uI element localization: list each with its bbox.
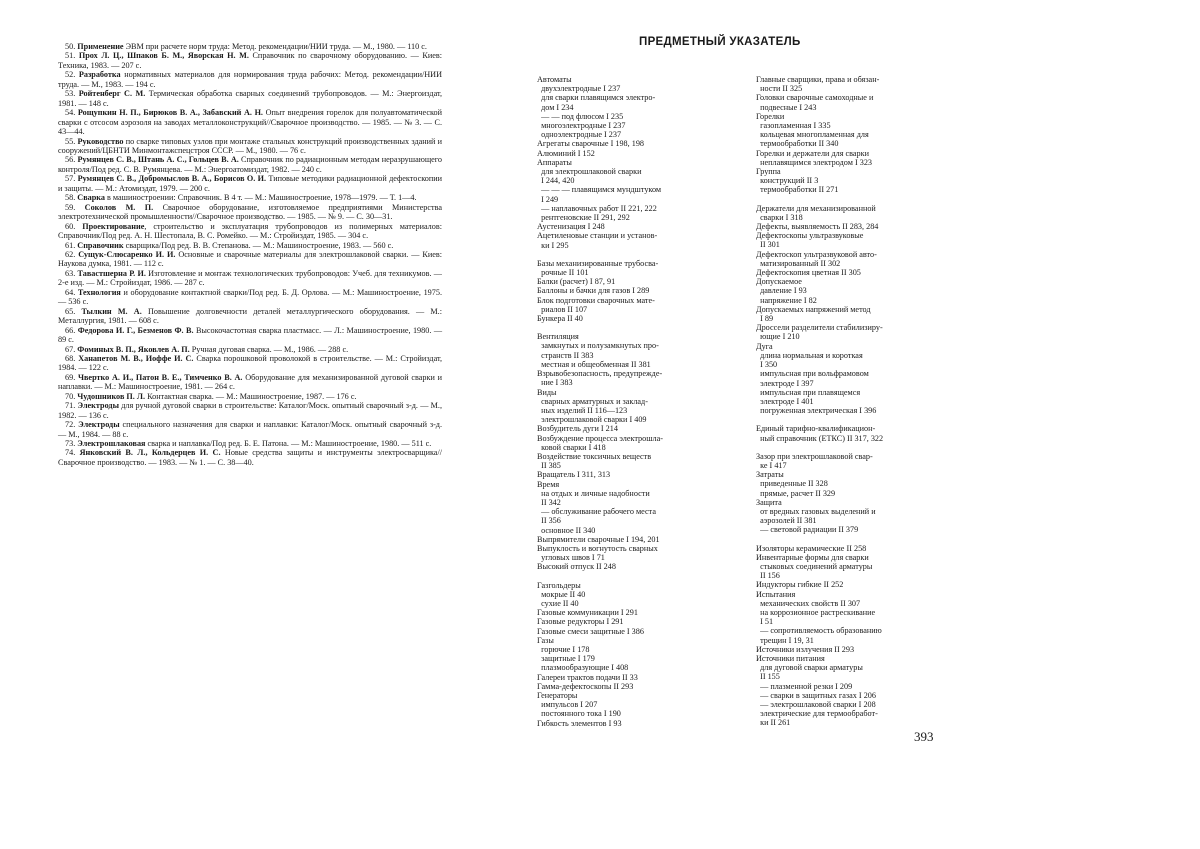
reference-text: , строительство и эксплуатация трубопроводов из полимерных материалов: Справочник/Под ред. А. Н. Шестопала, В. С. Ромейко. — М.: Стройиздат, 1985. — 304 с.	[58, 221, 443, 241]
index-column-1	[537, 75, 719, 728]
index-line: напряжение I 82	[756, 295, 817, 305]
index-line: Испытания	[756, 589, 796, 599]
reference-entry	[58, 354, 442, 373]
index-line: Балки (расчет) I 87, 91	[537, 277, 616, 287]
index-line: термообработки II 340	[756, 139, 839, 149]
index-line: Базы механизированные трубосва-	[537, 258, 659, 268]
reference-number: 73.	[65, 439, 76, 449]
reference-entry	[58, 420, 442, 439]
index-spacer	[537, 572, 719, 581]
index-line: электроде I 401	[756, 396, 814, 406]
reference-author: Проектирование	[82, 221, 145, 231]
reference-text: Контактная сварка. — М.: Машиностроение, 1987. — 176 с.	[145, 391, 357, 401]
reference-author: Технология	[77, 287, 121, 297]
reference-entry	[58, 392, 442, 401]
index-line: ющие I 210	[756, 332, 800, 342]
index-line: странств II 383	[537, 350, 594, 360]
reference-text: для ручной дуговой сварки в строительстве: Каталог/Моск. опытный сварочный з-д. — М., 1982. — 136 с.	[58, 401, 443, 420]
reference-text: специального назначения для сварки и наплавки: Каталог/Моск. опытный сварочный з-д. — М., 1984. — 88 с.	[58, 420, 443, 439]
index-line: Держатели для механизированной	[756, 203, 876, 213]
reference-author: Руководство	[77, 136, 124, 146]
index-line: Источники питания	[756, 653, 825, 663]
index-line: Ацетиленовые станции и установ-	[537, 231, 658, 241]
index-line: горючие I 178	[537, 644, 590, 654]
reference-number: 53.	[65, 89, 76, 99]
index-line: Газовые редукторы I 291	[537, 617, 624, 627]
reference-number: 64.	[65, 287, 76, 297]
reference-entry	[58, 155, 442, 174]
reference-author: Электроды	[78, 420, 120, 430]
index-line: Дуга	[756, 341, 773, 351]
index-line: Газовые коммуникации I 291	[537, 608, 638, 618]
index-line: — электрошлаковой сварки I 208	[756, 700, 876, 709]
reference-author: Румянцев С. В., Добромыслов В. А., Борисов О. И.	[77, 174, 267, 184]
page-heading: ПРЕДМЕТНЫЙ УКАЗАТЕЛЬ	[639, 36, 801, 48]
index-line: для дуговой сварки арматуры	[756, 663, 863, 673]
index-line: сухие II 40	[537, 598, 579, 608]
reference-number: 63.	[65, 268, 76, 278]
reference-author: Применение	[77, 42, 124, 51]
reference-number: 62.	[65, 249, 76, 259]
index-line: Выпуклость и вогнутость сварных	[537, 543, 658, 553]
reference-number: 71.	[65, 401, 76, 411]
reference-number: 58.	[65, 193, 76, 203]
reference-author: Федорова И. Г., Безменов Ф. В.	[77, 325, 194, 335]
index-line: Защита	[756, 497, 782, 507]
index-line: Виды	[537, 387, 557, 397]
reference-author: Румянцев С. В., Штань А. С., Гольцев В. А.	[77, 155, 239, 165]
index-line: Газгольдеры	[537, 580, 581, 590]
index-line: импульсная при плавящемся	[756, 387, 861, 397]
index-spacer	[537, 323, 719, 332]
index-line: Время	[537, 479, 560, 489]
reference-text: ЭВМ при расчете норм труда: Метод. рекомендации/НИИ труда. — М., 1980. — 110 с.	[123, 42, 427, 51]
index-line: Дефекты, выявляемость II 283, 284	[756, 222, 879, 232]
index-line: II 156	[756, 571, 780, 581]
index-line: — — — плавящимся мундштуком	[537, 185, 662, 195]
index-line: неплавящимся электродом I 323	[756, 157, 873, 167]
reference-entry	[58, 42, 442, 51]
index-line: двухэлектродные I 237	[537, 84, 621, 94]
index-line: Группа	[756, 167, 781, 177]
reference-text: Оборудование для механизированной дуговой сварки и наплавки. — М.: Машиностроение, 1981. — 264 с.	[58, 372, 443, 392]
reference-text: сварка и наплавка/Под ред. Б. Е. Патона. — М.: Машиностроение, 1980. — 511 с.	[145, 439, 432, 449]
reference-text: по сварке типовых узлов при монтаже стальных конструкций производственных зданий и сооружений/ЦБНТИ Минмонтажспецстроя СССР. — М., 1980. — 76 с.	[58, 136, 442, 155]
index-line: термообработки II 271	[756, 185, 839, 195]
index-line: рентгеновские II 291, 292	[537, 213, 630, 223]
index-line: ки II 261	[756, 718, 791, 728]
index-line: I 244, 420	[537, 176, 575, 186]
index-line: погруженная электрическая I 396	[756, 406, 877, 416]
index-line: Аустенизация I 248	[537, 222, 605, 232]
reference-number: 65.	[65, 306, 76, 316]
index-line: угловых швов I 71	[537, 553, 605, 563]
index-line: — плазменной резки I 209	[756, 681, 853, 691]
index-line: Главные сварщики, права и обязан-	[756, 75, 880, 84]
reference-entry	[58, 241, 442, 250]
index-line: Алюминий I 152	[537, 148, 595, 158]
reference-number: 66.	[65, 325, 76, 335]
index-line: прямые, расчет II 329	[756, 488, 836, 498]
reference-entry	[58, 373, 442, 392]
reference-entry	[58, 326, 442, 345]
reference-entry	[58, 108, 442, 136]
index-line: ки I 295	[537, 240, 569, 250]
reference-entry	[58, 89, 442, 108]
index-line: ние I 383	[537, 378, 573, 388]
index-line: давление I 93	[756, 286, 807, 296]
index-line: Горелки и держатели для сварки	[756, 148, 869, 158]
index-line: I 89	[756, 314, 774, 324]
reference-entry	[58, 51, 442, 70]
index-line: I 350	[756, 360, 778, 370]
index-line: трещин I 19, 31	[756, 635, 814, 645]
index-line: сварных арматурных и заклад-	[537, 396, 648, 406]
index-line: II 301	[756, 240, 780, 250]
index-line: ности II 325	[756, 84, 803, 94]
index-line: подвесные I 243	[756, 102, 817, 112]
index-line: Возбудитель дуги I 214	[537, 424, 618, 434]
reference-author: Янковский В. Л., Кольдерцев И. С.	[79, 448, 221, 458]
reference-author: Рощупкин Н. П., Бирюков В. А., Забавский А. Н.	[77, 108, 263, 118]
reference-text: сварщика/Под ред. В. В. Степанова. — М.: Машиностроение, 1983. — 560 с.	[123, 240, 394, 250]
index-line: замкнутых и полузамкнутых про-	[537, 341, 659, 351]
index-line: Аппараты	[537, 157, 572, 167]
index-line: ных изделий II 116—123	[537, 405, 628, 415]
index-spacer	[756, 195, 938, 204]
reference-text: Ручная дуговая сварка. — М., 1986. — 288 с.	[189, 344, 349, 354]
reference-number: 52.	[65, 70, 76, 80]
index-line: Газовые смеси защитные I 386	[537, 626, 644, 636]
index-line: — световой радиации II 379	[756, 525, 859, 535]
index-line: Воздействие токсичных веществ	[537, 451, 652, 461]
index-line: — обслуживание рабочего места	[537, 507, 656, 517]
reference-number: 60.	[65, 221, 76, 231]
reference-entry	[58, 222, 442, 241]
index-line: Дефектоскопы ультразвуковые	[756, 231, 864, 241]
index-spacer	[537, 250, 719, 259]
index-line: Изоляторы керамические II 258	[756, 543, 867, 553]
index-line: Генераторы	[537, 691, 578, 700]
reference-author: Сущук-Слюсаренко И. И.	[78, 249, 176, 259]
reference-text: Термическая обработка сварных соединений трубопроводов. — М.: Энергоиздат, 1981. — 148 с.	[58, 89, 442, 108]
index-line: длина нормальная и короткая	[756, 350, 863, 360]
index-line: плазмообразующие I 408	[537, 663, 629, 673]
reference-author: Разработка	[78, 70, 121, 80]
index-line: риалов II 107	[537, 304, 588, 314]
index-line: I 51	[756, 617, 774, 627]
reference-author: Тылкин М. А.	[81, 306, 142, 316]
reference-entry	[58, 345, 442, 354]
reference-number: 70.	[65, 391, 76, 401]
reference-author: Фоминых В. П., Яковлев А. П.	[77, 344, 190, 354]
reference-author: Прох Л. Ц., Шпаков Б. М., Яворская Н. М.	[78, 51, 249, 61]
reference-author: Тавастшерна Р. И.	[77, 268, 146, 278]
reference-author: Электрошлаковая	[77, 439, 146, 449]
index-line: Выпрямители сварочные I 194, 201	[537, 534, 660, 544]
reference-entry	[58, 250, 442, 269]
reference-text: Изготовление и монтаж технологических трубопроводов: Учеб. для техникумов. — 2-е изд. — М.: Стройиздат, 1986. — 287 с.	[58, 268, 442, 288]
index-spacer	[756, 415, 938, 424]
reference-entry	[58, 193, 442, 202]
index-line: рочные II 101	[537, 268, 589, 278]
index-line: стыковых соединений арматуры	[756, 561, 873, 571]
index-line: II 385	[537, 461, 561, 471]
reference-text: Справочник по сварочному оборудованию. — Киев: Техника, 1983. — 207 с.	[58, 51, 443, 70]
reference-entry	[58, 307, 442, 326]
reference-number: 51.	[65, 51, 76, 61]
index-line: основное II 340	[537, 525, 596, 535]
index-line: электрошлаковой сварки I 409	[537, 415, 647, 425]
index-line: Инвентарные формы для сварки	[756, 552, 869, 562]
reference-entry	[58, 203, 442, 222]
index-line: защитные I 179	[537, 654, 595, 664]
index-line: ке I 417	[756, 460, 787, 470]
index-line: II 342	[537, 497, 561, 507]
reference-text: Повышение долговечности деталей металлургического оборудования. — М.: Металлургия, 1981. — 608 с.	[58, 306, 442, 326]
reference-entry	[58, 137, 442, 156]
index-line: Галереи трактов подачи II 33	[537, 672, 638, 682]
index-line: электроде I 397	[756, 378, 814, 388]
index-spacer	[756, 443, 938, 452]
reference-entry	[58, 174, 442, 193]
index-line: Баллоны и бачки для газов I 289	[537, 286, 650, 296]
index-line: Высокий отпуск II 248	[537, 562, 616, 572]
index-line: механических свойств II 307	[756, 598, 861, 608]
index-line: на коррозионное растрескивание	[756, 607, 876, 617]
index-line: Зазор при электрошлаковой свар-	[756, 451, 873, 461]
index-line: для сварки плавящимся электро-	[537, 93, 656, 103]
page-number: 393	[914, 729, 934, 744]
index-line: Источники излучения II 293	[756, 644, 855, 654]
reference-text: Справочник по радиационным методам неразрушающего контроля/Под ред. С. В. Румянцева. — М.: Энергоатомиздат, 1982. — 240 с.	[58, 155, 443, 174]
reference-author: Чудошников П. Л.	[77, 391, 146, 401]
reference-number: 59.	[65, 202, 76, 212]
reference-text: Новые средства защиты и инструменты электросварщика//Сварочное производство. — 1983. — № 1. — С. 38—40.	[58, 448, 442, 467]
index-line: Агрегаты сварочные I 198, 198	[537, 139, 645, 149]
index-line: Допускаемое	[756, 277, 802, 287]
index-line: Допускаемых напряжений метод	[756, 304, 871, 314]
reference-number: 74.	[65, 448, 76, 458]
index-line: Бункера II 40	[537, 314, 583, 324]
reference-author: Справочник	[77, 240, 124, 250]
reference-author: Ханапетов М. В., Иоффе И. С.	[78, 353, 194, 363]
reference-text: нормативных материалов для нормирования труда рабочих: Метод. рекомендации/НИИ труда. — М., 1983. — 194 с.	[58, 70, 443, 89]
index-line: приведенные II 328	[756, 479, 828, 489]
index-line: Головки сварочные самоходные и	[756, 93, 874, 103]
reference-number: 55.	[65, 136, 76, 146]
reference-number: 61.	[65, 240, 76, 250]
reference-entry	[58, 448, 442, 467]
reference-text: Опыт внедрения горелок для полуавтоматической сварки с отсосом аэрозоля на заводах металлоконструкций//Сварочное производство. — 1985. — № 3. — С. 43—44.	[58, 108, 442, 137]
reference-entry	[58, 288, 442, 307]
index-line: электрические для термообработ-	[756, 709, 878, 719]
index-line: Блок подготовки сварочных мате-	[537, 295, 655, 305]
index-line: Единый тарифно-квалификацион-	[756, 424, 876, 434]
index-line: от вредных газовых выделений и	[756, 506, 876, 516]
reference-author: Чвертко А. И., Патон В. Е., Тимченко В. А.	[78, 372, 243, 382]
reference-author: Сварка	[77, 193, 105, 203]
reference-entry	[58, 439, 442, 448]
index-line: Газы	[537, 635, 554, 645]
reference-text: Типовые методики радиационной дефектоскопии и защиты. — М.: Атомиздат, 1979. — 200 с.	[58, 174, 443, 193]
index-line: Гамма-дефектоскопы II 293	[537, 681, 634, 691]
index-line: Гибкость элементов I 93	[537, 718, 622, 728]
index-line: постоянного тока I 190	[537, 709, 621, 719]
index-line: Дроссели разделители стабилизиру-	[756, 323, 883, 333]
reference-author: Электроды	[77, 401, 119, 411]
index-line: — — под флюсом I 235	[537, 111, 624, 121]
index-line: — сварки в защитных газах I 206	[756, 690, 876, 700]
reference-text: в машиностроении: Справочник. В 4 т. — М.: Машиностроение, 1978—1979. — Т. 1—4.	[104, 193, 417, 203]
index-line: Вентиляция	[537, 332, 579, 342]
index-line: мокрые II 40	[537, 589, 586, 599]
reference-text: и оборудование контактной сварки/Под ред. Б. Д. Орлова. — М.: Машиностроение, 1975. — 536 с.	[58, 287, 443, 307]
reference-number: 50.	[65, 42, 76, 51]
reference-number: 68.	[65, 353, 76, 363]
index-line: II 356	[537, 516, 561, 526]
reference-entry	[58, 269, 442, 288]
reference-number: 56.	[65, 155, 76, 165]
reference-text: Основные и сварочные материалы для электрошлаковой сварки. — Киев: Наукова думка, 1981. — 112 с.	[58, 249, 442, 269]
index-spacer	[756, 535, 938, 544]
index-line: Горелки	[756, 111, 785, 121]
index-line: II 155	[756, 672, 780, 682]
index-line: газопламенная I 335	[756, 121, 831, 131]
reference-number: 72.	[65, 420, 76, 430]
index-line: одноэлектродные I 237	[537, 130, 622, 140]
index-line: Дефектоскопия цветная II 305	[756, 268, 861, 278]
index-line: для электрошлаковой сварки	[537, 167, 642, 177]
index-line: дом I 234	[537, 102, 574, 112]
index-line: Взрывобезопасность, предупрежде-	[537, 369, 663, 379]
bibliography	[58, 42, 442, 467]
index-line: Дефектоскоп ультразвуковой авто-	[756, 249, 877, 259]
index-column-2	[756, 75, 938, 728]
index-line: Возбуждение процесса электрошла-	[537, 433, 663, 443]
reference-number: 57.	[65, 174, 76, 184]
index-line: Индукторы гибкие II 252	[756, 580, 844, 590]
index-line: конструкций II 3	[756, 176, 819, 186]
reference-number: 54.	[65, 108, 76, 118]
index-line: Вращатель I 311, 313	[537, 470, 611, 480]
reference-text: Сварка порошковой проволокой в строительстве. — М.: Стройиздат, 1984. — 122 с.	[58, 353, 442, 373]
index-line: импульсов I 207	[537, 700, 598, 710]
reference-text: Сварочное оборудование, изготовляемое предприятиями Министерства электротехнической промышленности//Сварочное производство. — 1985. — № 9. — С. 30—31.	[58, 202, 442, 222]
index-line: ковой сварки I 418	[537, 442, 606, 452]
index-line: сварки I 318	[756, 212, 803, 222]
reference-author: Соколов М. П.	[84, 202, 154, 212]
index-line: импульсная при вольфрамовом	[756, 369, 869, 379]
reference-text: Высокочастотная сварка пластмасс. — Л.: Машиностроение, 1980. — 89 с.	[58, 325, 443, 345]
index-line: на отдых и личные надобности	[537, 488, 650, 498]
index-line: ный справочник (ЕТКС) II 317, 322	[756, 433, 884, 443]
index-line: Затраты	[756, 470, 784, 480]
index-line: местная и общеобменная II 381	[537, 359, 651, 369]
index-line: — сопротивляемость образованию	[756, 626, 882, 636]
index-line: аэрозолей II 381	[756, 516, 817, 526]
index-line: Автоматы	[537, 75, 572, 84]
index-line: — наплавочных работ II 221, 222	[537, 203, 657, 213]
reference-number: 67.	[65, 344, 76, 354]
index-line: кольцевая многопламенная для	[756, 130, 869, 140]
reference-entry	[58, 401, 442, 420]
index-line: I 249	[537, 194, 559, 204]
reference-author: Ройтенберг С. М.	[78, 89, 146, 99]
index-line: многоэлектродные I 237	[537, 121, 626, 131]
reference-number: 69.	[65, 372, 76, 382]
reference-entry	[58, 70, 442, 89]
index-line: матизированный II 302	[756, 258, 841, 268]
